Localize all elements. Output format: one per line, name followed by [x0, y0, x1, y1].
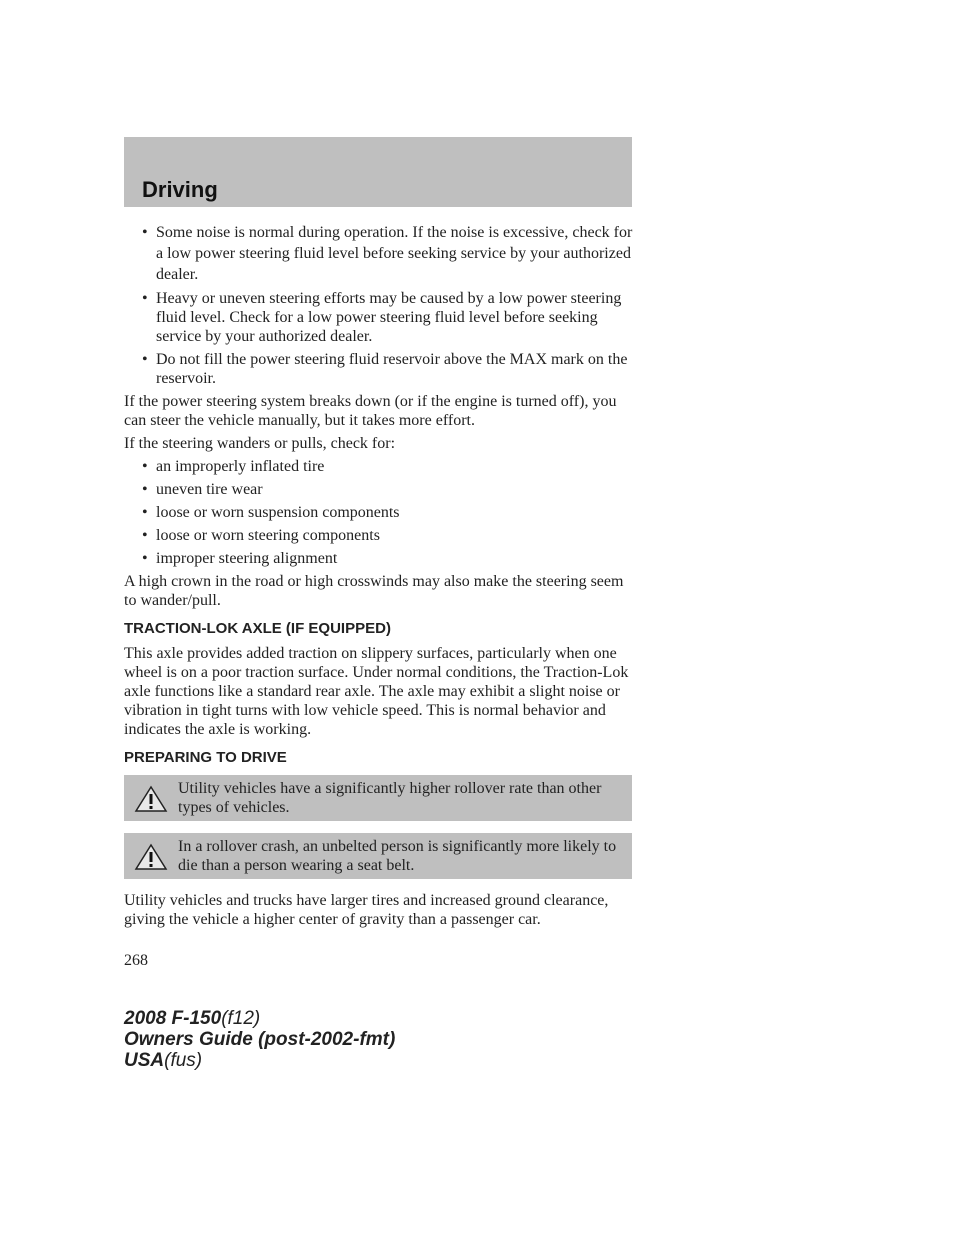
section-title: Driving — [142, 177, 218, 202]
warning-box — [124, 833, 632, 879]
footer-region-code: (fus) — [164, 1050, 203, 1071]
bullet-item: • loose or worn suspension components — [124, 503, 634, 522]
warning-box — [124, 775, 632, 821]
section-heading: PREPARING TO DRIVE — [124, 749, 287, 766]
footer-model-code: (f12) — [221, 1008, 261, 1029]
section-heading: TRACTION-LOK AXLE (IF EQUIPPED) — [124, 620, 391, 637]
bullet-item: • improper steering alignment — [124, 549, 634, 568]
warning-icon — [134, 843, 168, 871]
bullet-item: • Heavy or uneven steering efforts may be caused by a low power steering fluid level. Check for a low power steering fluid level before seeking service by your authorized dealer. — [124, 289, 634, 346]
page-content — [124, 222, 634, 1071]
paragraph: Utility vehicles and trucks have larger tires and increased ground clearance, giving the vehicle a higher center of gravity than a passenger car. — [124, 892, 609, 928]
paragraph: This axle provides added traction on slippery surfaces, particularly when one wheel is on a poor traction surface. Under normal conditions, the Traction-Lok axle functions like a standard rear axle. The axle may exhibit a slight noise or vibration in tight turns with low vehicle speed. This is normal behavior and indicates the axle is working. — [124, 645, 629, 738]
page-number: 268 — [124, 952, 148, 969]
warning-icon — [134, 785, 168, 813]
warning-text: Utility vehicles have a significantly higher rollover rate than other types of vehicles. — [178, 780, 602, 816]
paragraph: If the steering wanders or pulls, check for: — [124, 435, 396, 452]
bullet-item: • Some noise is normal during operation. If the noise is excessive, check for a low power steering fluid level before seeking service by your authorized dealer. — [124, 222, 634, 285]
bullet-item: • loose or worn steering components — [124, 526, 634, 545]
paragraph: If the power steering system breaks down (or if the engine is turned off), you can steer the vehicle manually, but it takes more effort. — [124, 393, 617, 429]
footer-region: USA — [124, 1050, 165, 1071]
footer-guide: Owners Guide (post-2002-fmt) — [124, 1029, 396, 1050]
paragraph: A high crown in the road or high crosswinds may also make the steering seem to wander/pull. — [124, 573, 624, 609]
bullet-item: • uneven tire wear — [124, 480, 634, 499]
bullet-item: • Do not fill the power steering fluid reservoir above the MAX mark on the reservoir. — [124, 350, 634, 388]
footer-model: 2008 F-150 — [124, 1008, 222, 1029]
footer — [124, 1008, 634, 1071]
bullet-item: • an improperly inflated tire — [124, 457, 634, 476]
warning-text: In a rollover crash, an unbelted person is significantly more likely to die than a person wearing a seat belt. — [178, 838, 617, 874]
section-header — [124, 137, 632, 207]
